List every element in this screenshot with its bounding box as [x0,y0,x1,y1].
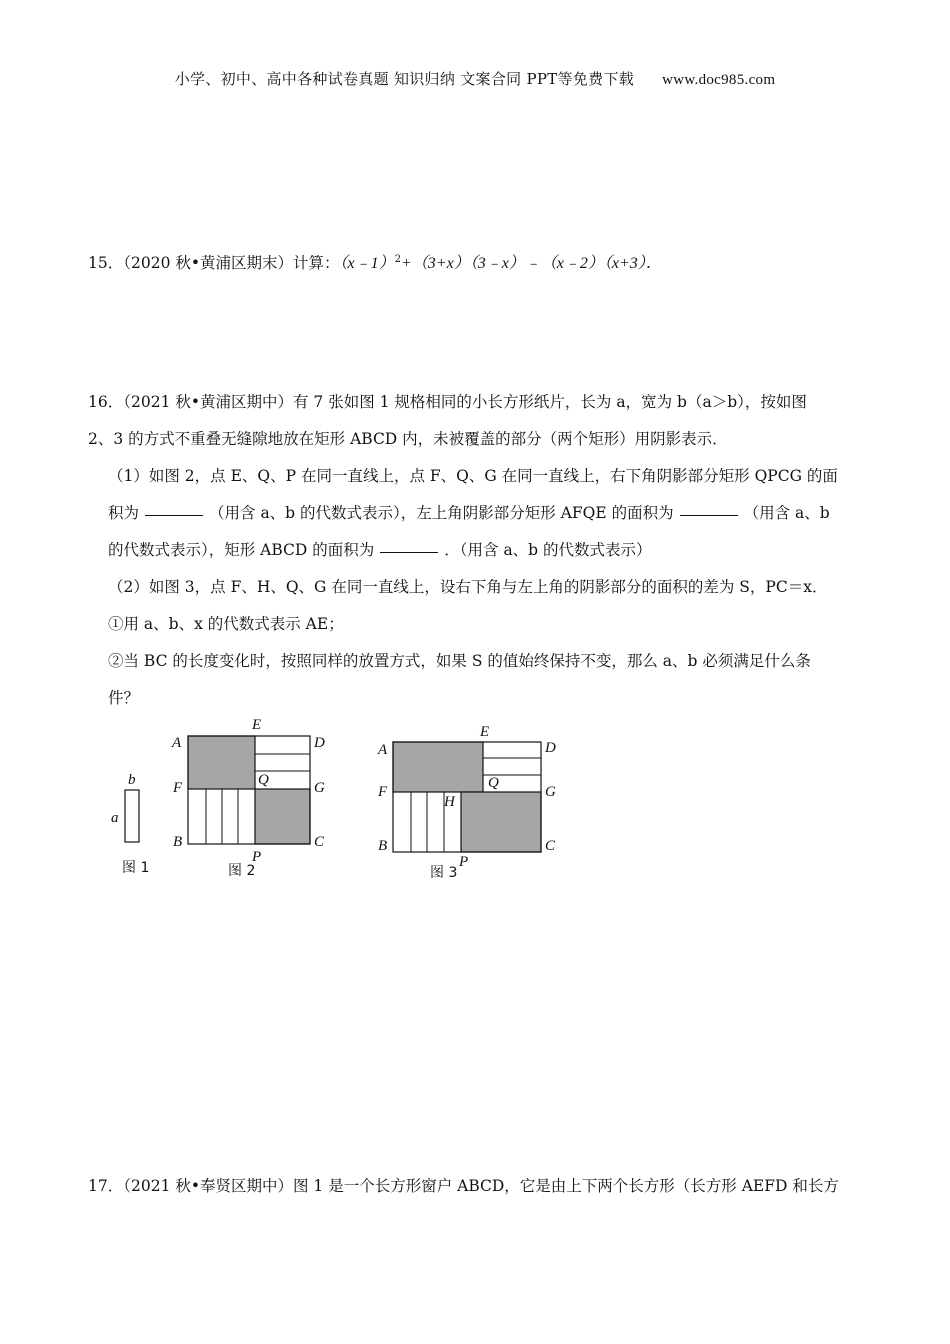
fig3-label-G: G [545,784,556,800]
fig2-label-F: F [173,780,183,796]
q16-text-5b: ．（用含 a、b 的代数式表示） [444,541,652,559]
q16-line-7: ①用 a、b、x 的代数式表示 AE； [108,615,344,633]
geometry-figures [100,712,580,887]
q16-text-4c: （用含 a、b [743,504,830,522]
fig2-caption: 图 2 [228,863,256,879]
fig2-label-B: B [173,834,183,850]
fig2-label-C: C [314,834,325,850]
fig3-label-C: C [545,838,556,854]
fig2-shade-bottom-right [255,789,310,844]
fig2-label-E: E [252,717,262,733]
page-header [0,68,950,89]
q16-text-4a: 积为 [108,504,140,522]
fig1-label-a: a [111,810,119,826]
fig2-label-Q: Q [258,772,269,788]
fig1-small-rectangle [125,790,139,842]
q17-number: 17． [88,1177,124,1195]
q16-text-5a: 的代数式表示），矩形 ABCD 的面积为 [108,541,375,559]
q16-line-6: （2）如图 3，点 F、H、Q、G 在同一直线上，设右下角与左上角的阴影部分的面积的差为 S，PC＝x． [108,578,828,596]
fig2-label-P: P [252,849,262,865]
q15-number: 15． [88,254,124,272]
q16-line-4 [108,501,888,523]
fig3-label-F: F [378,784,388,800]
fig3-label-B: B [378,838,388,854]
figure-2 [171,717,325,879]
figure-1 [111,772,149,876]
q16-text-1: （2021 秋•黄浦区期中）有 7 张如图 1 规格相同的小长方形纸片，长为 a，宽为 b（a＞b），按如图 [123,393,807,411]
fig1-label-b: b [128,772,136,788]
fig2-label-D: D [314,735,325,751]
fig3-caption: 图 3 [430,865,458,881]
q16-text-4b: （用含 a、b 的代数式表示），左上角阴影部分矩形 AFQE 的面积为 [209,504,674,522]
q16-line-2: 2、3 的方式不重叠无缝隙地放在矩形 ABCD 内，未被覆盖的部分（两个矩形）用阴影表示． [88,430,728,448]
answer-blank-3[interactable] [380,551,438,553]
fig3-shade-bottom-right [461,792,541,852]
q16-line-8: ②当 BC 的长度变化时，按照同样的放置方式，如果 S 的值始终保持不变，那么 a、b 必须满足什么条 [108,652,811,670]
fig2-label-G: G [314,780,325,796]
q15-expr-b: +（3+x）（3﹣x）﹣（x﹣2）（x+3）． [401,255,662,272]
question-15 [88,250,868,273]
q16-line-9: 件？ [108,689,140,707]
q16-line-1 [88,390,868,412]
header-text: 小学、初中、高中各种试卷真题 知识归纳 文案合同 PPT等免费下载 [174,70,635,88]
question-17 [88,1174,868,1196]
header-url: www.doc985.com [662,72,776,88]
q16-line-5 [108,538,888,560]
fig3-label-A: A [378,742,388,758]
fig2-shade-top-left [188,736,255,789]
q17-text: （2021 秋•奉贤区期中）图 1 是一个长方形窗户 ABCD，它是由上下两个长方形（长方形 AEFD 和长方 [123,1177,839,1195]
q15-expr-a: （x﹣1） [339,255,395,272]
fig3-label-E: E [480,724,490,740]
q16-number: 16． [88,393,124,411]
fig3-label-Q: Q [488,775,499,791]
q15-source: （2020 秋•黄浦区期末）计算： [123,254,340,272]
fig3-shade-top-left [393,742,483,792]
fig1-caption: 图 1 [122,860,150,876]
fig3-label-D: D [545,740,556,756]
answer-blank-2[interactable] [680,514,738,516]
fig2-label-A: A [172,735,182,751]
q15-exponent: 2 [394,253,401,265]
q16-line-3: （1）如图 2，点 E、Q、P 在同一直线上，点 F、Q、G 在同一直线上，右下角阴影部分矩形 QPCG 的面 [108,467,838,485]
fig3-label-H: H [444,794,455,810]
answer-blank-1[interactable] [145,514,203,516]
figure-3 [377,724,556,881]
fig3-label-P: P [459,854,469,870]
